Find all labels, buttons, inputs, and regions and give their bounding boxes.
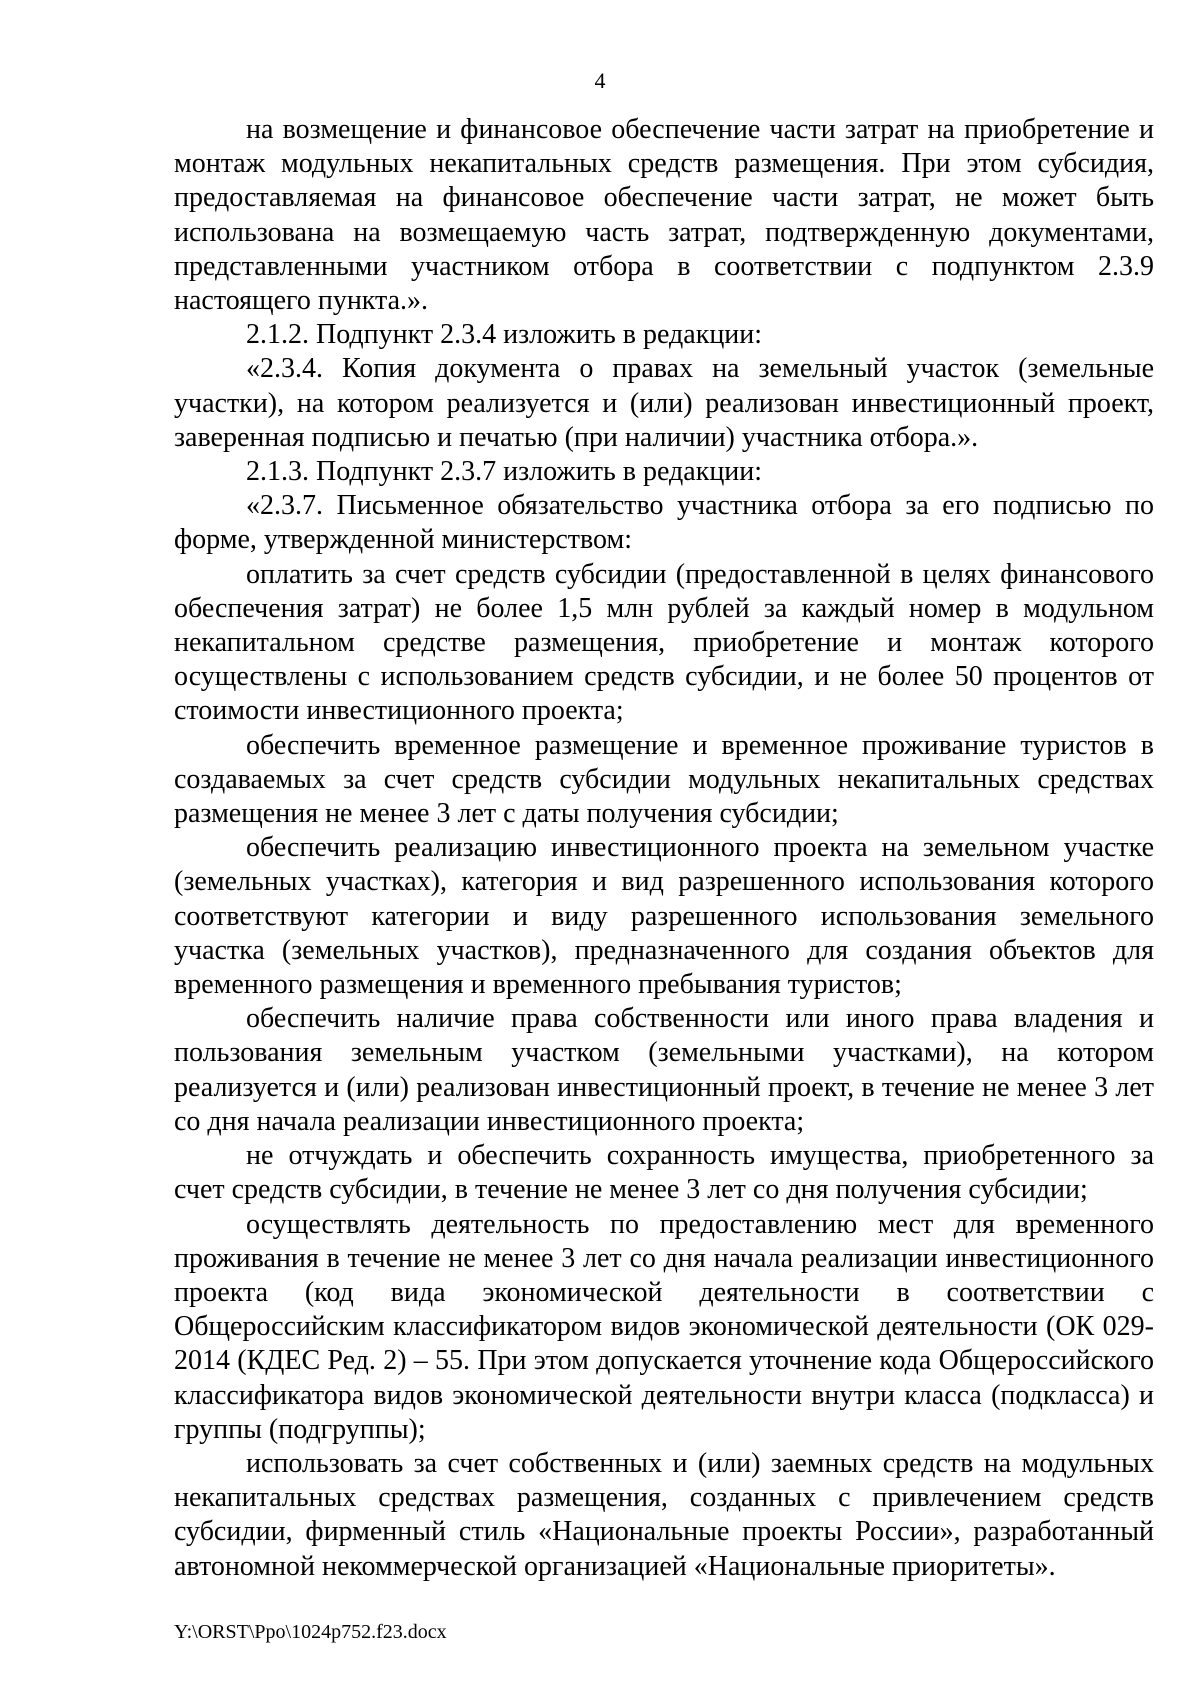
paragraph: «2.3.7. Письменное обязательство участника отбора за его подписью по форме, утвержденной министерством: (174, 490, 1154, 556)
paragraph: обеспечить временное размещение и временное проживание туристов в создаваемых за счет средств субсидии модульных некапитальных средствах размещения не менее 3 лет с даты получения субсидии; (174, 729, 1154, 830)
paragraph: обеспечить наличие права собственности или иного права владения и пользования земельным участком (земельными участками), на котором реализуется и (или) реализован инвестиционный проект, в течение не менее 3 лет со дня начала реализации инвестиционного проекта; (174, 1003, 1154, 1137)
paragraph: 2.1.2. Подпункт 2.3.4 изложить в редакции: (246, 319, 763, 351)
paragraph: осуществлять деятельность по предоставлению мест для временного проживания в течение не менее 3 лет со дня начала реализации инвестиционного проекта (код вида экономической деятельности в соответствии с Общероссийским классификатором видов экономической деятельности (ОК 029-2014 (КДЕС Ред. 2) – 55. При этом допускается уточнение кода Общероссийского классификатора видов экономической деятельности внутри класса (подкласса) и группы (подгруппы); (174, 1208, 1154, 1445)
file-path-footer: Y:\ORST\Ppo\1024p752.f23.docx (174, 1621, 447, 1643)
paragraph: обеспечить реализацию инвестиционного проекта на земельном участке (земельных участках), категория и вид разрешенного использования которого соответствуют категории и виду разрешенного использования земельного участка (земельных участков), предназначенного для создания объектов для временного размещения и временного пребывания туристов; (174, 832, 1154, 1001)
paragraph: использовать за счет собственных и (или) заемных средств на модульных некапитальных средствах размещения, созданных с привлечением средств субсидии, фирменный стиль «Национальные проекты России», разработанный автономной некоммерческой организацией «Национальные приоритеты». (174, 1447, 1154, 1582)
paragraph: «2.3.4. Копия документа о правах на земельный участок (земельные участки), на котором реализуется и (или) реализован инвестиционный проект, заверенная подписью и печатью (при наличии) участника отбора.». (174, 353, 1154, 453)
page-number: 4 (594, 68, 606, 93)
document-body (174, 113, 1154, 1584)
paragraph: на возмещение и финансовое обеспечение части затрат на приобретение и монтаж модульных некапитальных средств размещения. При этом субсидия, предоставляемая на финансовое обеспечение части затрат, не может быть использована на возмещаемую часть затрат, подтвержденную документами, представленными участником отбора в соответствии с подпунктом 2.3.9 настоящего пункта.». (174, 114, 1154, 317)
paragraph: оплатить за счет средств субсидии (предоставленной в целях финансового обеспечения затрат) не более 1,5 млн рублей за каждый номер в модульном некапитальном средстве размещения, приобретение и монтаж которого осуществлены с использованием средств субсидии, и не более 50 процентов от стоимости инвестиционного проекта; (174, 558, 1154, 727)
paragraph: 2.1.3. Подпункт 2.3.7 изложить в редакции: (246, 456, 763, 488)
paragraph: не отчуждать и обеспечить сохранность имущества, приобретенного за счет средств субсидии, в течение не менее 3 лет со дня получения субсидии; (174, 1140, 1154, 1206)
